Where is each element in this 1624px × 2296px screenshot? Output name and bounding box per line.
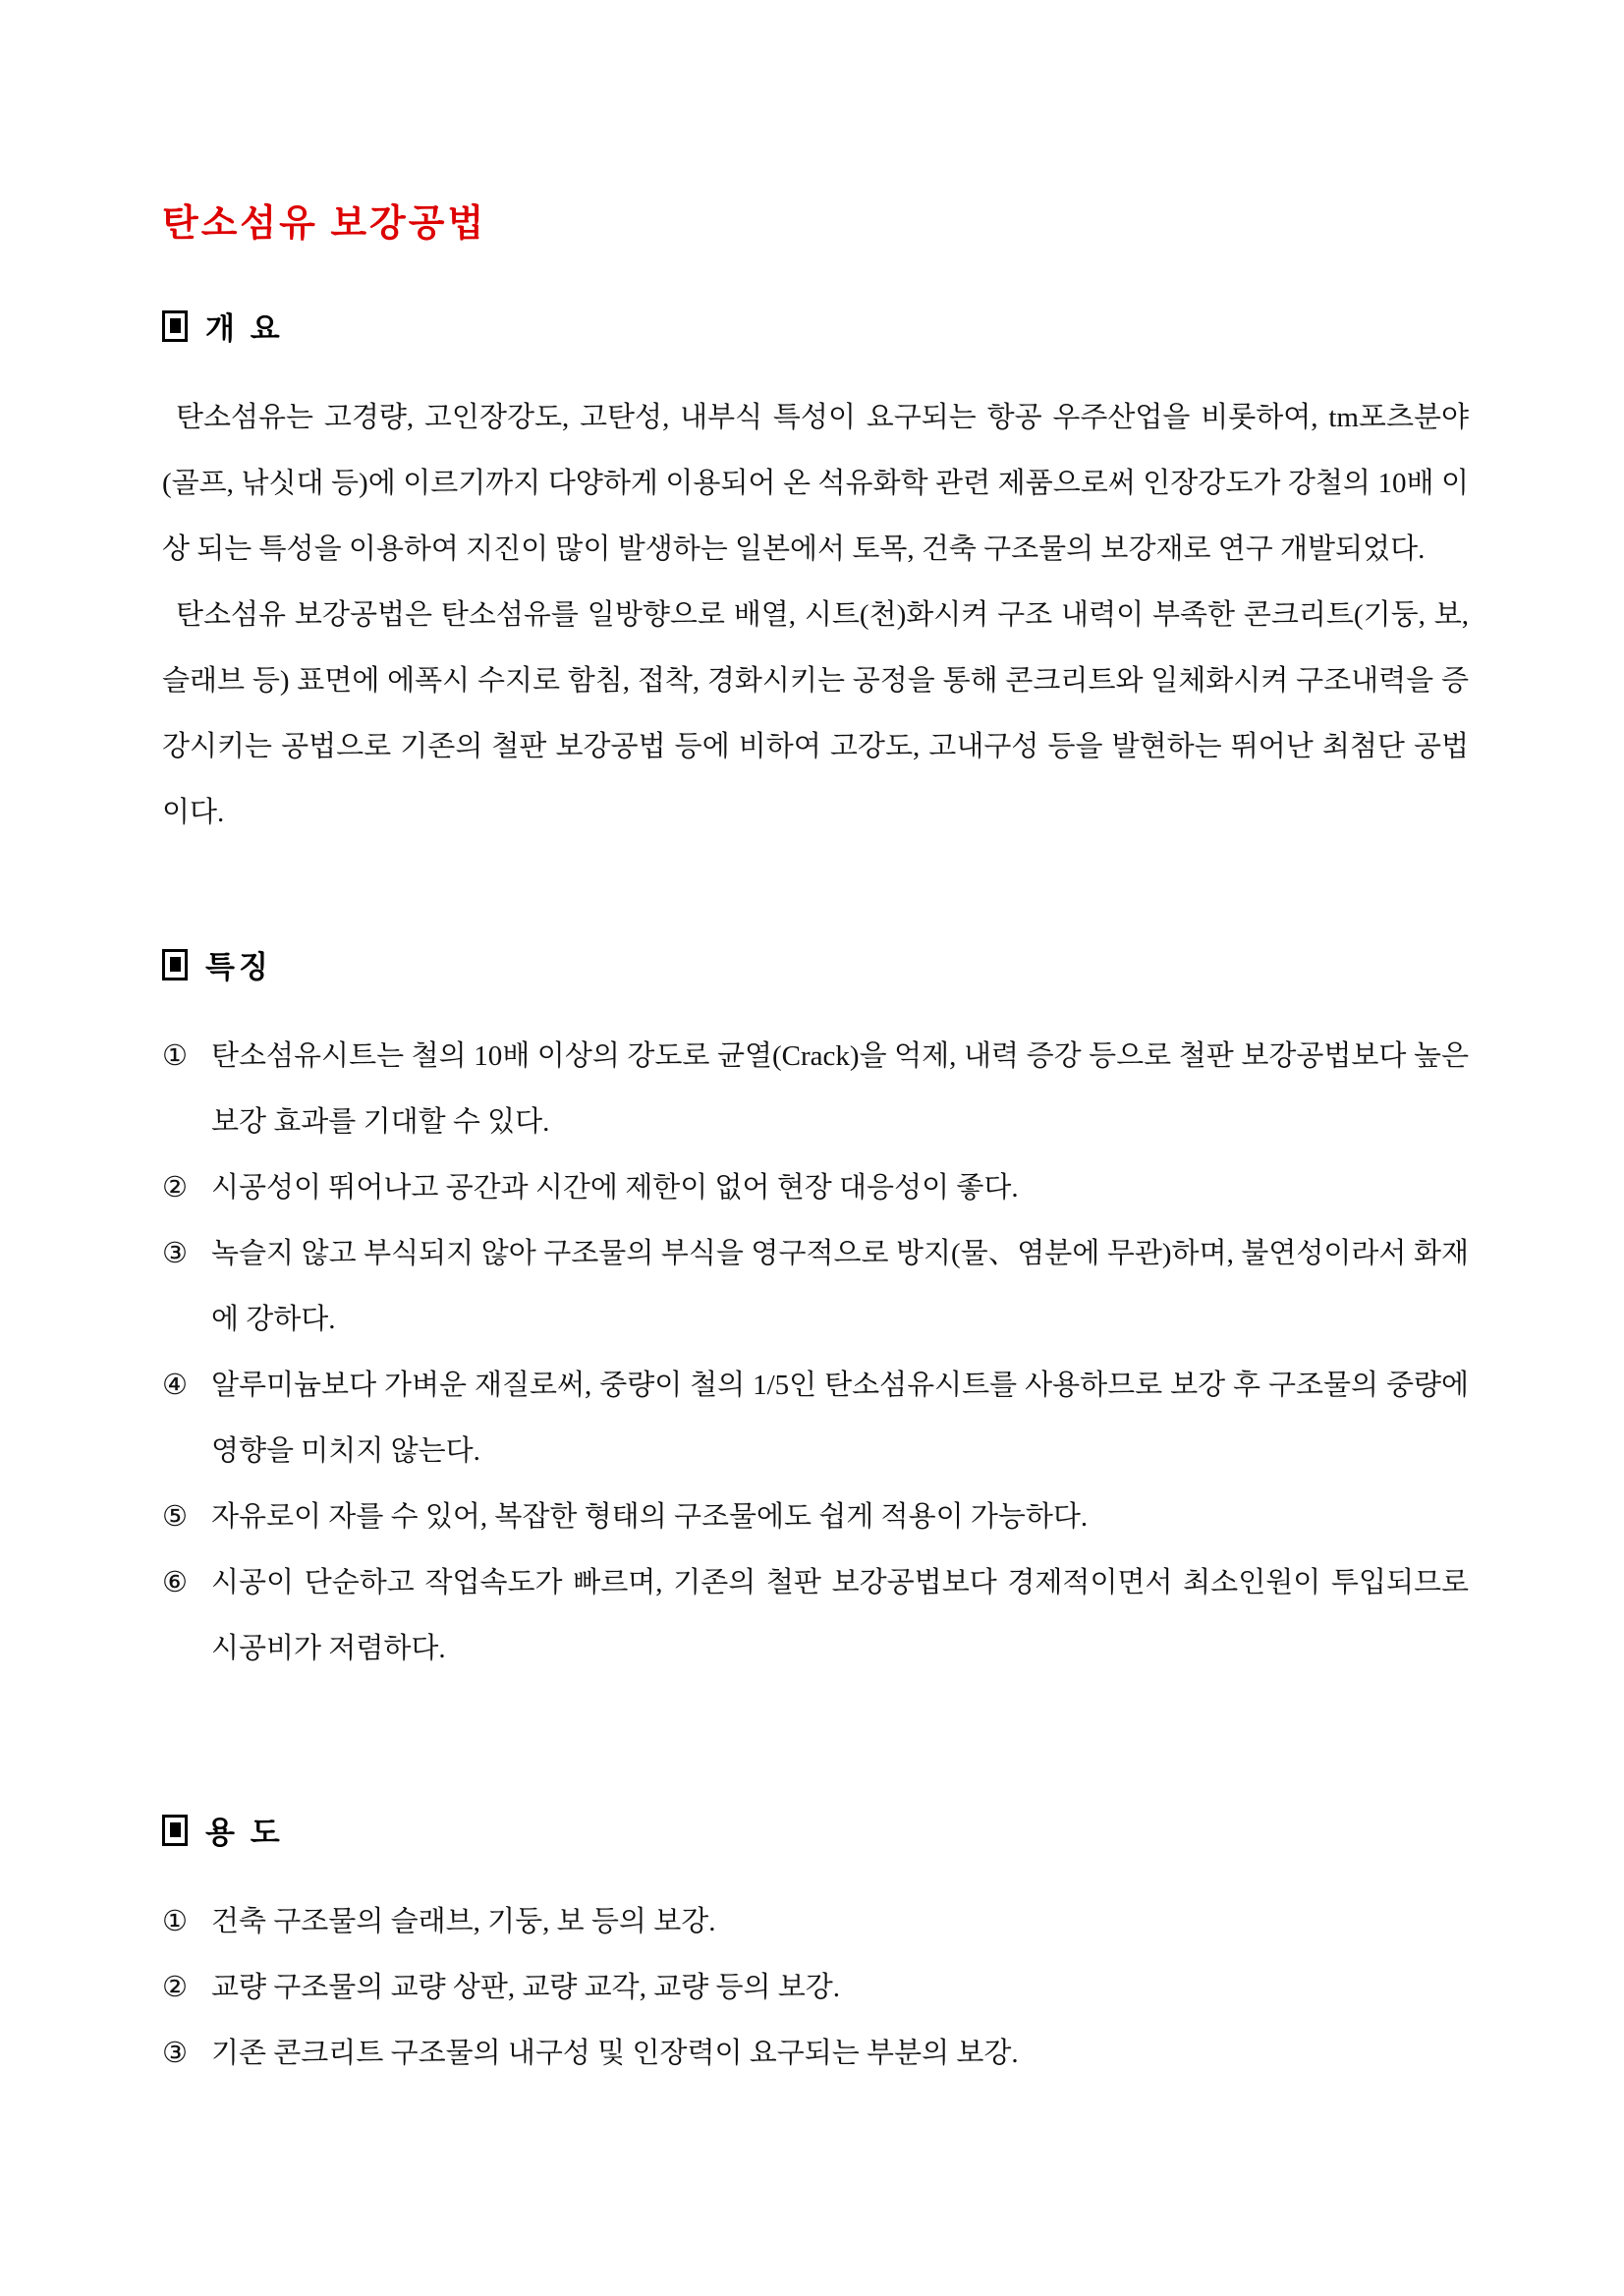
list-item-number: ② (162, 1972, 188, 2003)
list-item-text: 시공성이 뛰어나고 공간과 시간에 제한이 없어 현장 대응성이 좋다. (211, 1172, 1019, 1204)
list-item-number: ④ (162, 1370, 188, 1401)
square-bullet-icon (162, 310, 188, 342)
page-title: 탄소섬유 보강공법 (162, 203, 487, 245)
list-item-number: ① (162, 1906, 188, 1937)
section-uses (162, 1808, 1469, 2087)
list-item (162, 1024, 1469, 1155)
section-heading-label: 개 요 (205, 311, 284, 346)
section-features (162, 942, 1469, 1682)
section-overview (162, 304, 1469, 846)
list-item (162, 1155, 1469, 1221)
list-item (162, 1550, 1469, 1682)
list-item (162, 1353, 1469, 1484)
square-bullet-icon (162, 1815, 188, 1846)
overview-paragraph-2: 탄소섬유 보강공법은 탄소섬유를 일방향으로 배열, 시트(천)화시켜 구조 내력이 부족한 콘크리트(기둥, 보, 슬래브 등) 표면에 에폭시 수지로 함침, 접착, 경화시키는 공정을 통해 콘크리트와 일체화시켜 구조내력을 증강시키는 공법으로 기존의 철판 보강공법 등에 비하여 고강도, 고내구성 등을 발현하는 뛰어난 최첨단 공법이다. (162, 599, 1469, 828)
list-item-number: ⑥ (162, 1567, 188, 1598)
list-item-text: 알루미늄보다 가벼운 재질로써, 중량이 철의 1/5인 탄소섬유시트를 사용하므로 보강 후 구조물의 중량에 영향을 미치지 않는다. (211, 1370, 1469, 1467)
list-item (162, 1221, 1469, 1353)
overview-paragraph-1: 탄소섬유는 고경량, 고인장강도, 고탄성, 내부식 특성이 요구되는 항공 우주산업을 비롯하여, tm포츠분야(골프, 낚싯대 등)에 이르기까지 다양하게 이용되어 온 석유화학 관련 제품으로써 인장강도가 강철의 10배 이상 되는 특성을 이용하여 지진이 많이 발생하는 일본에서 토목, 건축 구조물의 보강재로 연구 개발되었다. (162, 402, 1469, 565)
uses-list (162, 1889, 1469, 2087)
list-item-number: ③ (162, 2038, 188, 2069)
list-item-text: 건축 구조물의 슬래브, 기둥, 보 등의 보강. (211, 1906, 716, 1937)
list-item (162, 2021, 1469, 2087)
square-bullet-icon (162, 949, 188, 980)
section-heading-label: 특징 (205, 950, 272, 984)
list-item-number: ③ (162, 1238, 188, 1269)
features-list (162, 1024, 1469, 1682)
section-overview-heading (162, 304, 1469, 348)
list-item-number: ⑤ (162, 1501, 188, 1533)
list-item-text: 교량 구조물의 교량 상판, 교량 교각, 교량 등의 보강. (211, 1972, 841, 2003)
section-features-heading (162, 942, 1469, 986)
list-item-number: ② (162, 1172, 188, 1204)
list-item (162, 1484, 1469, 1550)
list-item-text: 녹슬지 않고 부식되지 않아 구조물의 부식을 영구적으로 방지(물、염분에 무관)하며, 불연성이라서 화재에 강하다. (211, 1238, 1469, 1335)
list-item-text: 자유로이 자를 수 있어, 복잡한 형태의 구조물에도 쉽게 적용이 가능하다. (211, 1501, 1089, 1533)
list-item (162, 1889, 1469, 1955)
section-heading-label: 용 도 (205, 1816, 284, 1850)
list-item-text: 시공이 단순하고 작업속도가 빠르며, 기존의 철판 보강공법보다 경제적이면서 최소인원이 투입되므로 시공비가 저렴하다. (211, 1567, 1469, 1664)
list-item-text: 기존 콘크리트 구조물의 내구성 및 인장력이 요구되는 부분의 보강. (211, 2038, 1019, 2069)
list-item (162, 1955, 1469, 2021)
list-item-text: 탄소섬유시트는 철의 10배 이상의 강도로 균열(Crack)을 억제, 내력 증강 등으로 철판 보강공법보다 높은 보강 효과를 기대할 수 있다. (211, 1040, 1469, 1138)
list-item-number: ① (162, 1040, 188, 1072)
section-uses-heading (162, 1808, 1469, 1852)
